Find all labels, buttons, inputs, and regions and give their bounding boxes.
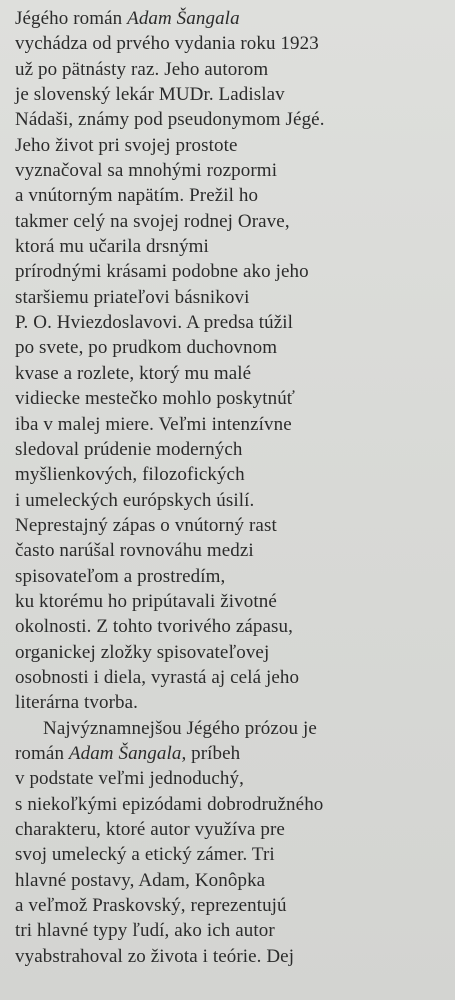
text-segment: svoj umelecký a etický zámer. Tri [15, 844, 275, 866]
text-line [15, 716, 435, 741]
text-segment: vyznačoval sa mnohými rozpormi [15, 160, 278, 182]
text-line [15, 183, 435, 208]
text-segment: s niekoľkými epizódami dobrodružného [15, 793, 324, 815]
text-line [15, 741, 435, 766]
paragraph [15, 6, 435, 716]
text-segment: ku ktorému ho pripútavali životné [15, 590, 277, 612]
text-line [15, 513, 435, 538]
text-line [15, 918, 435, 943]
text-segment: okolnosti. Z tohto tvorivého zápasu, [15, 616, 294, 638]
text-segment: a veľmož Praskovský, reprezentujú [15, 895, 287, 917]
text-line [15, 285, 435, 310]
text-segment: ktorá mu učarila drsnými [15, 236, 209, 258]
text-line [15, 640, 435, 665]
text-segment: po svete, po prudkom duchovnom [15, 337, 278, 359]
text-line [15, 310, 435, 335]
text-line [15, 57, 435, 82]
text-segment: často narúšal rovnováhu medzi [15, 540, 254, 562]
text-line [15, 412, 435, 437]
text-segment: vyabstrahoval zo života i teórie. Dej [15, 945, 295, 967]
text-line [15, 361, 435, 386]
text-line [15, 792, 435, 817]
text-segment: hlavné postavy, Adam, Konôpka [15, 869, 266, 891]
text-line [15, 82, 435, 107]
text-line [15, 462, 435, 487]
text-line [15, 107, 435, 132]
text-line [15, 893, 435, 918]
text-segment: vidiecke mestečko mohlo poskytnúť [15, 388, 296, 410]
text-line [15, 437, 435, 462]
text-segment: Najvýznamnejšou Jégého prózou je [43, 717, 317, 739]
text-line [15, 944, 435, 969]
text-segment: už po pätnásty raz. Jeho autorom [15, 58, 269, 80]
text-segment: román [15, 742, 69, 764]
text-line [15, 842, 435, 867]
text-segment: tri hlavné typy ľudí, ako ich autor [15, 920, 275, 942]
text-segment: prírodnými krásami podobne ako jeho [15, 261, 309, 283]
text-line [15, 158, 435, 183]
text-segment: v podstate veľmi jednoduchý, [15, 768, 244, 790]
text-segment: Jeho život pri svojej prostote [15, 134, 238, 156]
text-segment: literárna tvorba. [15, 692, 139, 714]
text-segment: kvase a rozlete, ktorý mu malé [15, 362, 252, 384]
book-title-italic: Adam Šangala, [68, 742, 187, 764]
text-line [15, 589, 435, 614]
text-line [15, 488, 435, 513]
text-segment: je slovenský lekár MUDr. Ladislav [15, 84, 285, 106]
text-line [15, 817, 435, 842]
text-segment: vychádza od prvého vydania roku 1923 [15, 33, 319, 55]
text-segment: myšlienkových, filozofických [15, 464, 245, 486]
text-line [15, 386, 435, 411]
text-segment: spisovateľom a prostredím, [15, 565, 226, 587]
text-body [15, 6, 435, 969]
text-segment: osobnosti i diela, vyrastá aj celá jeho [15, 666, 300, 688]
book-title-italic: Adam Šangala [127, 8, 240, 29]
text-segment: Neprestajný zápas o vnútorný rast [15, 514, 277, 536]
text-segment: Nádaši, známy pod pseudonymom Jégé. [15, 109, 325, 131]
text-line [15, 665, 435, 690]
text-line [15, 6, 435, 31]
text-segment: organickej zložky spisovateľovej [15, 641, 270, 663]
text-line [15, 259, 435, 284]
text-line [15, 209, 435, 234]
text-segment: iba v malej miere. Veľmi intenzívne [15, 413, 292, 435]
text-line [15, 31, 435, 56]
text-line [15, 614, 435, 639]
text-segment: i umeleckých európskych úsilí. [15, 489, 255, 511]
text-line [15, 868, 435, 893]
text-segment: sledoval prúdenie moderných [15, 438, 243, 460]
text-line [15, 766, 435, 791]
text-line [15, 564, 435, 589]
text-line [15, 690, 435, 715]
text-line [15, 335, 435, 360]
text-line [15, 133, 435, 158]
text-segment: charakteru, ktoré autor využíva pre [15, 819, 285, 840]
text-line [15, 234, 435, 259]
text-segment: a vnútorným napätím. Prežil ho [15, 185, 259, 207]
text-segment: P. O. Hviezdoslavovi. A predsa túžil [15, 312, 294, 334]
text-segment: príbeh [186, 742, 241, 764]
text-line [15, 538, 435, 563]
text-segment: staršiemu priateľovi básnikovi [15, 286, 250, 308]
paragraph [15, 716, 435, 969]
text-segment: takmer celý na svojej rodnej Orave, [15, 210, 290, 232]
text-segment: Jégého román [15, 8, 128, 29]
